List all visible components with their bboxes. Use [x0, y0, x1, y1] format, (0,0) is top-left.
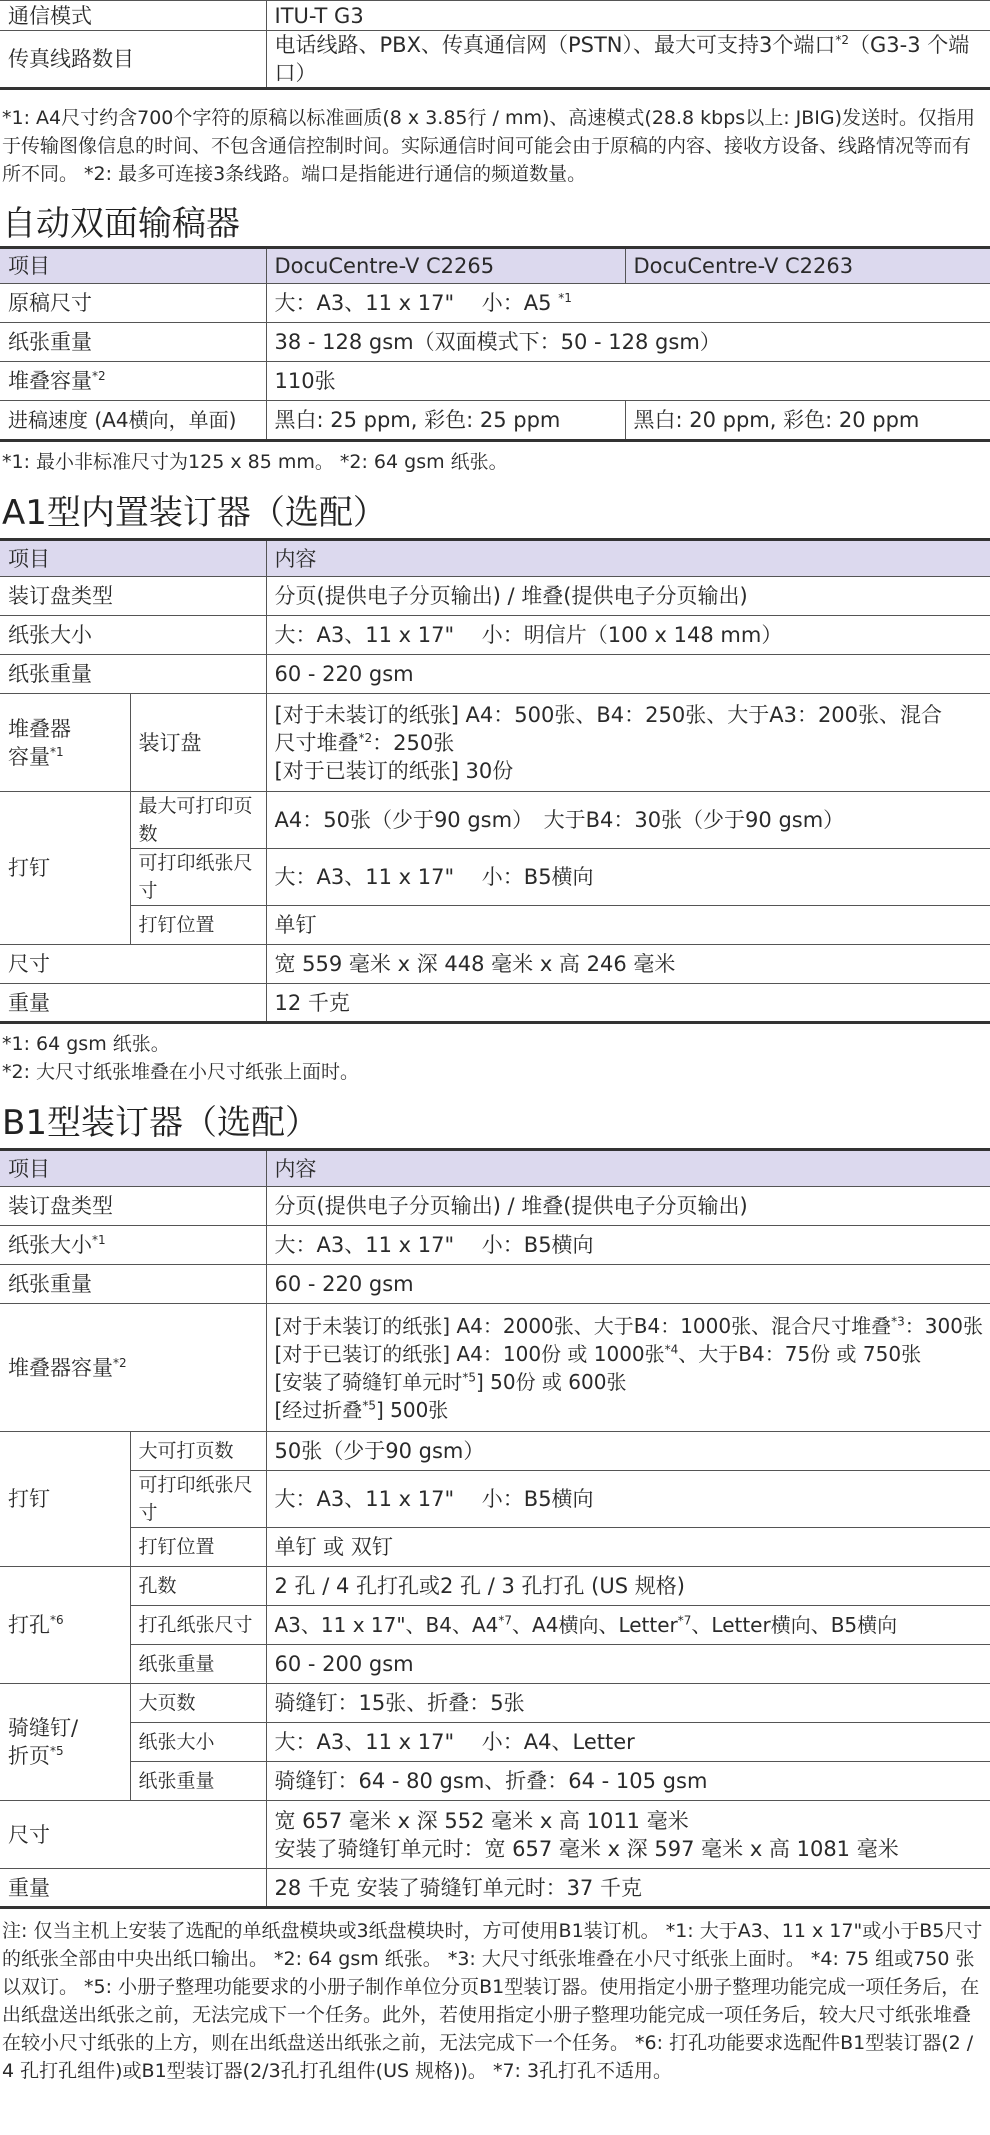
row-label: 尺寸: [0, 945, 266, 984]
row-sublabel: 孔数: [130, 1567, 266, 1606]
row-value: 50张（少于90 gsm）: [266, 1432, 990, 1471]
header-cell: 内容: [266, 540, 990, 577]
header-cell: DocuCentre-V C2263: [625, 248, 990, 284]
a1-spec-table: [0, 538, 990, 1024]
row-sublabel: 打钉位置: [130, 906, 266, 945]
row-label: 重量: [0, 984, 266, 1023]
row-sublabel: 最大可打印页数: [130, 792, 266, 849]
table-row: [0, 31, 990, 89]
header-cell: DocuCentre-V C2265: [266, 248, 625, 284]
section-title-adf: 自动双面输稿器: [2, 204, 240, 244]
row-group-label: 打钉: [0, 792, 130, 945]
a1-footnote-1: *1: 64 gsm 纸张。: [2, 1033, 170, 1055]
row-value: 单钉 或 双钉: [266, 1528, 990, 1567]
table-row: [0, 984, 990, 1023]
row-sublabel: 可打印纸张尺寸: [130, 1471, 266, 1528]
row-sublabel: 打孔纸张尺寸: [130, 1606, 266, 1645]
row-label: 进稿速度 (A4横向，单面): [0, 401, 266, 441]
row-value: 单钉: [266, 906, 990, 945]
row-label: 原稿尺寸: [0, 284, 266, 323]
a1-footnote-2: *2: 大尺寸纸张堆叠在小尺寸纸张上面时。: [2, 1061, 360, 1083]
header-cell: 内容: [266, 1150, 990, 1187]
table-row: [0, 284, 990, 323]
row-sublabel: 大可打页数: [130, 1432, 266, 1471]
table-row: [0, 1226, 990, 1265]
table-row: [0, 401, 990, 441]
row-sublabel: 打钉位置: [130, 1528, 266, 1567]
row-group-label: 打孔$^{*6}$: [0, 1567, 130, 1684]
row-value: 分页(提供电子分页输出) / 堆叠(提供电子分页输出): [266, 1187, 990, 1226]
row-value: 大：A3、11 x 17" 小：B5横向: [266, 849, 990, 906]
table-row: [0, 577, 990, 616]
table-row: [0, 655, 990, 694]
table-row: [0, 1432, 990, 1471]
row-value: 电话线路、PBX、传真通信网（PSTN）、最大可支持3个端口$^{*2}$（G3-3 个端口）: [266, 31, 990, 89]
adf-footnote: *1: 最小非标准尺寸为125 x 85 mm。 *2: 64 gsm 纸张。: [2, 451, 508, 473]
table-header-row: [0, 1150, 990, 1187]
row-sublabel: 可打印纸张尺寸: [130, 849, 266, 906]
fax-footnote: *1: A4尺寸约含700个字符的原稿以标准画质(8 x 3.85行 / mm)、高速模式(28.8 kbps以上: JBIG)发送时。仅指用于传输图像信息的时间、不包含通信控制时间。实际通信时间可能会由于原稿的内容、接收方设备、线路情况等而有所不同。 *2: 最多可连接3条线路。端口是指能进行通信的频道数量。: [2, 107, 976, 185]
table-row: [0, 1606, 990, 1645]
table-row: [0, 1567, 990, 1606]
table-row: [0, 1187, 990, 1226]
row-label: 纸张重量: [0, 323, 266, 362]
row-value: 60 - 220 gsm: [266, 1265, 990, 1304]
table-row: [0, 1265, 990, 1304]
header-cell: 项目: [0, 1150, 266, 1187]
table-row: [0, 1471, 990, 1528]
row-label: 尺寸: [0, 1801, 266, 1869]
row-label: 通信模式: [0, 1, 266, 31]
row-label: 纸张大小: [0, 616, 266, 655]
row-sublabel: 装订盘: [130, 694, 266, 792]
row-value: 大：A3、11 x 17" 小：B5横向: [266, 1471, 990, 1528]
row-value: 60 - 220 gsm: [266, 655, 990, 694]
header-cell: 项目: [0, 540, 266, 577]
row-value: 骑缝钉：15张、折叠：5张: [266, 1684, 990, 1723]
row-label: 装订盘类型: [0, 1187, 266, 1226]
adf-spec-table: [0, 246, 990, 442]
table-row: [0, 616, 990, 655]
table-row: [0, 362, 990, 401]
table-row: [0, 849, 990, 906]
section-title-b1: B1型装订器（选配）: [2, 1103, 319, 1143]
row-value: [对于未装订的纸张] A4：500张、B4：250张、大于A3：200张、混合 尺寸堆叠$^{*2}$：250张 [对于已装订的纸张] 30份: [266, 694, 990, 792]
row-sublabel: 大页数: [130, 1684, 266, 1723]
row-label: 传真线路数目: [0, 31, 266, 89]
row-value: 28 千克 安装了骑缝钉单元时：37 千克: [266, 1869, 990, 1908]
table-header-row: [0, 248, 990, 284]
row-group-label: 打钉: [0, 1432, 130, 1567]
row-label: 堆叠容量$^{*2}$: [0, 362, 266, 401]
section-title-a1: A1型内置装订器（选配）: [2, 493, 387, 533]
row-label: 纸张重量: [0, 1265, 266, 1304]
row-value: 大：A3、11 x 17" 小：A5 $^{*1}$: [266, 284, 990, 323]
row-value: 黑白: 20 ppm, 彩色: 20 ppm: [625, 401, 990, 441]
row-group-label: 堆叠器 容量$^{*1}$: [0, 694, 130, 792]
row-label: 重量: [0, 1869, 266, 1908]
row-value: 宽 559 毫米 x 深 448 毫米 x 高 246 毫米: [266, 945, 990, 984]
table-row: [0, 1762, 990, 1801]
b1-footnote: 注: 仅当主机上安装了选配的单纸盘模块或3纸盘模块时，方可使用B1装订机。 *1: 大于A3、11 x 17"或小于B5尺寸的纸张全部由中央出纸口输出。 *2: 64 gsm 纸张。 *3: 大尺寸纸张堆叠在小尺寸纸张上面时。 *4: 75 组或750 张以双订。 *5: 小册子整理功能要求的小册子制作单位分页B1型装订器。使用指定小册子整理功能完成一项任务后，在出纸盘送出纸张之前，无法完成下一个任务。此外，若使用指定小册子整理功能完成一项任务后，较大尺寸纸张堆叠在较小尺寸纸张的上方，则在出纸盘送出纸张之前，无法完成下一个任务。 *6: 打孔功能要求选配件B1型装订器(2 / 4 孔打孔组件)或B1型装订器(2/3孔打孔组件(US 规格))。 *7: 3孔打孔不适用。: [2, 1920, 983, 2082]
table-row: [0, 1801, 990, 1869]
row-label: 纸张重量: [0, 655, 266, 694]
row-value: A3、11 x 17"、B4、A4$^{*7}$、A4横向、Letter$^{*7}$、Letter横向、B5横向: [266, 1606, 990, 1645]
row-label: 装订盘类型: [0, 577, 266, 616]
row-value: A4：50张（少于90 gsm） 大于B4：30张（少于90 gsm）: [266, 792, 990, 849]
row-value: 大：A3、11 x 17" 小：A4、Letter: [266, 1723, 990, 1762]
table-row: [0, 323, 990, 362]
row-sublabel: 纸张重量: [130, 1762, 266, 1801]
row-value: ITU-T G3: [266, 1, 990, 31]
row-value: 大：A3、11 x 17" 小：B5横向: [266, 1226, 990, 1265]
table-row: [0, 1684, 990, 1723]
row-label: 纸张大小$^{*1}$: [0, 1226, 266, 1265]
row-sublabel: 纸张重量: [130, 1645, 266, 1684]
table-row: [0, 1869, 990, 1908]
table-row: [0, 1645, 990, 1684]
header-cell: 项目: [0, 248, 266, 284]
row-group-label: 骑缝钉/ 折页$^{*5}$: [0, 1684, 130, 1801]
row-value: 2 孔 / 4 孔打孔或2 孔 / 3 孔打孔 (US 规格): [266, 1567, 990, 1606]
table-row: [0, 1, 990, 31]
table-row: [0, 1528, 990, 1567]
row-value: 分页(提供电子分页输出) / 堆叠(提供电子分页输出): [266, 577, 990, 616]
row-value: 大：A3、11 x 17" 小：明信片（100 x 148 mm）: [266, 616, 990, 655]
row-label: 堆叠器容量$^{*2}$: [0, 1304, 266, 1432]
row-value: [对于未装订的纸张] A4：2000张、大于B4：1000张、混合尺寸堆叠$^{*3}$：300张 [对于已装订的纸张] A4：100份 或 1000张$^{*4}$、大于B4：75份 或 750张 [安装了骑缝钉单元时$^{*5}$] 50份 或 600张 [经过折叠$^{*5}$] 500张: [266, 1304, 990, 1432]
row-value: 38 - 128 gsm（双面模式下：50 - 128 gsm）: [266, 323, 990, 362]
row-value: 12 千克: [266, 984, 990, 1023]
row-value: 110张: [266, 362, 990, 401]
table-row: [0, 906, 990, 945]
table-row: [0, 1304, 990, 1432]
row-sublabel: 纸张大小: [130, 1723, 266, 1762]
table-header-row: [0, 540, 990, 577]
row-value: 骑缝钉：64 - 80 gsm、折叠：64 - 105 gsm: [266, 1762, 990, 1801]
table-row: [0, 694, 990, 792]
row-value: 黑白: 25 ppm, 彩色: 25 ppm: [266, 401, 625, 441]
row-value: 宽 657 毫米 x 深 552 毫米 x 高 1011 毫米 安装了骑缝钉单元时：宽 657 毫米 x 深 597 毫米 x 高 1081 毫米: [266, 1801, 990, 1869]
row-value: 60 - 200 gsm: [266, 1645, 990, 1684]
fax-spec-table: [0, 0, 990, 90]
b1-spec-table: [0, 1148, 990, 1909]
table-row: [0, 945, 990, 984]
table-row: [0, 1723, 990, 1762]
table-row: [0, 792, 990, 849]
